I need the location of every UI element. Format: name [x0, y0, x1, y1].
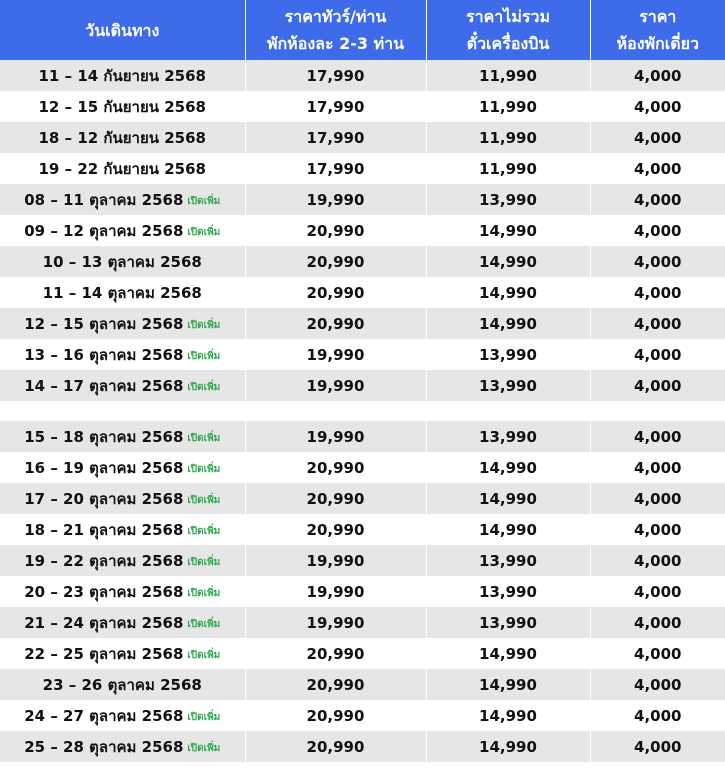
cell-tour-price: 20,990	[245, 277, 426, 308]
cell-tour-price: 19,990	[245, 184, 426, 215]
cell-tour-price: 19,990	[245, 370, 426, 401]
date-text: 25 – 28 ตุลาคม 2568	[24, 737, 184, 756]
cell-tour-price: 17,990	[245, 153, 426, 184]
cell-date	[0, 421, 245, 452]
table-row	[0, 452, 725, 483]
cell-no-flight-price: 11,990	[426, 122, 590, 153]
extra-departure-tag: เปิดเพิ่ม	[187, 494, 221, 506]
cell-date	[0, 545, 245, 576]
header-date	[0, 0, 245, 60]
cell-single-room-price: 4,000	[590, 122, 725, 153]
cell-tour-price: 19,990	[245, 421, 426, 452]
group-spacer	[0, 401, 725, 421]
extra-departure-tag: เปิดเพิ่ม	[187, 587, 221, 599]
cell-date	[0, 215, 245, 246]
cell-date	[0, 122, 245, 153]
cell-no-flight-price: 14,990	[426, 308, 590, 339]
header-tour-price-line-2: พักห้องละ 2-3 ท่าน	[266, 34, 405, 53]
table-row	[0, 215, 725, 246]
date-text: 14 – 17 ตุลาคม 2568	[24, 376, 184, 395]
cell-no-flight-price: 14,990	[426, 215, 590, 246]
extra-departure-tag: เปิดเพิ่ม	[187, 618, 221, 630]
extra-departure-tag: เปิดเพิ่ม	[187, 649, 221, 661]
spacer-cell	[0, 401, 725, 421]
cell-date	[0, 607, 245, 638]
table-row	[0, 421, 725, 452]
date-text: 23 – 26 ตุลาคม 2568	[42, 675, 202, 694]
date-text: 11 – 14 กันยายน 2568	[38, 66, 206, 85]
extra-departure-tag: เปิดเพิ่ม	[187, 711, 221, 723]
date-text: 19 – 22 กันยายน 2568	[38, 159, 206, 178]
date-text: 18 – 21 ตุลาคม 2568	[24, 520, 184, 539]
header-no-flight-line-2: ตั๋วเครื่องบิน	[466, 34, 550, 53]
cell-date	[0, 669, 245, 700]
cell-tour-price: 19,990	[245, 339, 426, 370]
cell-date	[0, 184, 245, 215]
cell-no-flight-price: 14,990	[426, 669, 590, 700]
cell-no-flight-price: 13,990	[426, 184, 590, 215]
extra-departure-tag: เปิดเพิ่ม	[187, 195, 221, 207]
header-single-line-1: ราคา	[639, 7, 677, 26]
date-text: 22 – 25 ตุลาคม 2568	[24, 644, 184, 663]
cell-tour-price: 19,990	[245, 545, 426, 576]
cell-single-room-price: 4,000	[590, 339, 725, 370]
table-row	[0, 60, 725, 91]
cell-no-flight-price: 13,990	[426, 545, 590, 576]
date-text: 20 – 23 ตุลาคม 2568	[24, 582, 184, 601]
cell-single-room-price: 4,000	[590, 669, 725, 700]
cell-single-room-price: 4,000	[590, 514, 725, 545]
cell-single-room-price: 4,000	[590, 452, 725, 483]
cell-date	[0, 576, 245, 607]
cell-tour-price: 20,990	[245, 514, 426, 545]
extra-departure-tag: เปิดเพิ่ม	[187, 319, 221, 331]
cell-single-room-price: 4,000	[590, 91, 725, 122]
date-text: 12 – 15 กันยายน 2568	[38, 97, 206, 116]
cell-no-flight-price: 14,990	[426, 638, 590, 669]
cell-date	[0, 700, 245, 731]
table-header	[0, 0, 725, 60]
cell-no-flight-price: 11,990	[426, 91, 590, 122]
table-row	[0, 576, 725, 607]
table-row	[0, 483, 725, 514]
header-no-flight	[426, 0, 590, 60]
date-text: 11 – 14 ตุลาคม 2568	[42, 283, 202, 302]
cell-single-room-price: 4,000	[590, 184, 725, 215]
table-row	[0, 514, 725, 545]
table-row	[0, 731, 725, 762]
cell-single-room-price: 4,000	[590, 638, 725, 669]
cell-date	[0, 370, 245, 401]
cell-single-room-price: 4,000	[590, 370, 725, 401]
date-text: 13 – 16 ตุลาคม 2568	[24, 345, 184, 364]
cell-date	[0, 452, 245, 483]
cell-tour-price: 19,990	[245, 607, 426, 638]
cell-tour-price: 20,990	[245, 669, 426, 700]
date-text: 17 – 20 ตุลาคม 2568	[24, 489, 184, 508]
date-text: 24 – 27 ตุลาคม 2568	[24, 706, 184, 725]
header-single-line-2: ห้องพักเดี่ยว	[616, 34, 699, 53]
cell-date	[0, 339, 245, 370]
header-row	[0, 0, 725, 60]
cell-date	[0, 514, 245, 545]
table-row	[0, 122, 725, 153]
cell-date	[0, 153, 245, 184]
date-text: 15 – 18 ตุลาคม 2568	[24, 427, 184, 446]
cell-tour-price: 17,990	[245, 91, 426, 122]
cell-single-room-price: 4,000	[590, 246, 725, 277]
table-row	[0, 339, 725, 370]
date-text: 19 – 22 ตุลาคม 2568	[24, 551, 184, 570]
cell-no-flight-price: 14,990	[426, 246, 590, 277]
extra-departure-tag: เปิดเพิ่ม	[187, 463, 221, 475]
cell-no-flight-price: 14,990	[426, 514, 590, 545]
cell-single-room-price: 4,000	[590, 576, 725, 607]
cell-tour-price: 17,990	[245, 60, 426, 91]
date-text: 21 – 24 ตุลาคม 2568	[24, 613, 184, 632]
header-tour-price-line-1: ราคาทัวร์/ท่าน	[284, 7, 387, 26]
table-body	[0, 60, 725, 762]
cell-tour-price: 20,990	[245, 308, 426, 339]
cell-date	[0, 246, 245, 277]
table-row	[0, 246, 725, 277]
cell-date	[0, 483, 245, 514]
cell-date	[0, 638, 245, 669]
cell-single-room-price: 4,000	[590, 731, 725, 762]
cell-single-room-price: 4,000	[590, 700, 725, 731]
cell-tour-price: 20,990	[245, 638, 426, 669]
cell-tour-price: 20,990	[245, 452, 426, 483]
header-no-flight-line-1: ราคาไม่รวม	[466, 7, 550, 26]
cell-date	[0, 91, 245, 122]
date-text: 08 – 11 ตุลาคม 2568	[24, 190, 184, 209]
cell-date	[0, 277, 245, 308]
cell-no-flight-price: 14,990	[426, 700, 590, 731]
table-row	[0, 308, 725, 339]
table-row	[0, 184, 725, 215]
date-text: 10 – 13 ตุลาคม 2568	[42, 252, 202, 271]
cell-tour-price: 20,990	[245, 731, 426, 762]
cell-no-flight-price: 14,990	[426, 452, 590, 483]
date-text: 18 – 12 กันยายน 2568	[38, 128, 206, 147]
header-date-label: วันเดินทาง	[85, 20, 160, 40]
table-row	[0, 91, 725, 122]
extra-departure-tag: เปิดเพิ่ม	[187, 556, 221, 568]
cell-tour-price: 17,990	[245, 122, 426, 153]
cell-no-flight-price: 13,990	[426, 607, 590, 638]
extra-departure-tag: เปิดเพิ่ม	[187, 525, 221, 537]
date-text: 16 – 19 ตุลาคม 2568	[24, 458, 184, 477]
header-single-room	[590, 0, 725, 60]
cell-single-room-price: 4,000	[590, 215, 725, 246]
cell-no-flight-price: 11,990	[426, 60, 590, 91]
extra-departure-tag: เปิดเพิ่ม	[187, 226, 221, 238]
table-row	[0, 370, 725, 401]
extra-departure-tag: เปิดเพิ่ม	[187, 742, 221, 754]
cell-no-flight-price: 14,990	[426, 731, 590, 762]
cell-single-room-price: 4,000	[590, 277, 725, 308]
cell-date	[0, 731, 245, 762]
table-row	[0, 700, 725, 731]
cell-single-room-price: 4,000	[590, 483, 725, 514]
extra-departure-tag: เปิดเพิ่ม	[187, 432, 221, 444]
cell-date	[0, 308, 245, 339]
extra-departure-tag: เปิดเพิ่ม	[187, 350, 221, 362]
cell-no-flight-price: 14,990	[426, 277, 590, 308]
cell-tour-price: 19,990	[245, 576, 426, 607]
extra-departure-tag: เปิดเพิ่ม	[187, 381, 221, 393]
cell-tour-price: 20,990	[245, 246, 426, 277]
cell-no-flight-price: 13,990	[426, 370, 590, 401]
cell-single-room-price: 4,000	[590, 153, 725, 184]
table-row	[0, 277, 725, 308]
cell-no-flight-price: 13,990	[426, 421, 590, 452]
table-row	[0, 545, 725, 576]
table-row	[0, 669, 725, 700]
header-tour-price	[245, 0, 426, 60]
cell-single-room-price: 4,000	[590, 421, 725, 452]
cell-single-room-price: 4,000	[590, 607, 725, 638]
date-text: 12 – 15 ตุลาคม 2568	[24, 314, 184, 333]
cell-single-room-price: 4,000	[590, 60, 725, 91]
cell-date	[0, 60, 245, 91]
table-row	[0, 607, 725, 638]
cell-tour-price: 20,990	[245, 215, 426, 246]
cell-no-flight-price: 14,990	[426, 483, 590, 514]
cell-no-flight-price: 13,990	[426, 576, 590, 607]
cell-no-flight-price: 13,990	[426, 339, 590, 370]
cell-no-flight-price: 11,990	[426, 153, 590, 184]
cell-single-room-price: 4,000	[590, 545, 725, 576]
date-text: 09 – 12 ตุลาคม 2568	[24, 221, 184, 240]
table-row	[0, 638, 725, 669]
cell-tour-price: 20,990	[245, 483, 426, 514]
table-row	[0, 153, 725, 184]
cell-tour-price: 20,990	[245, 700, 426, 731]
cell-single-room-price: 4,000	[590, 308, 725, 339]
